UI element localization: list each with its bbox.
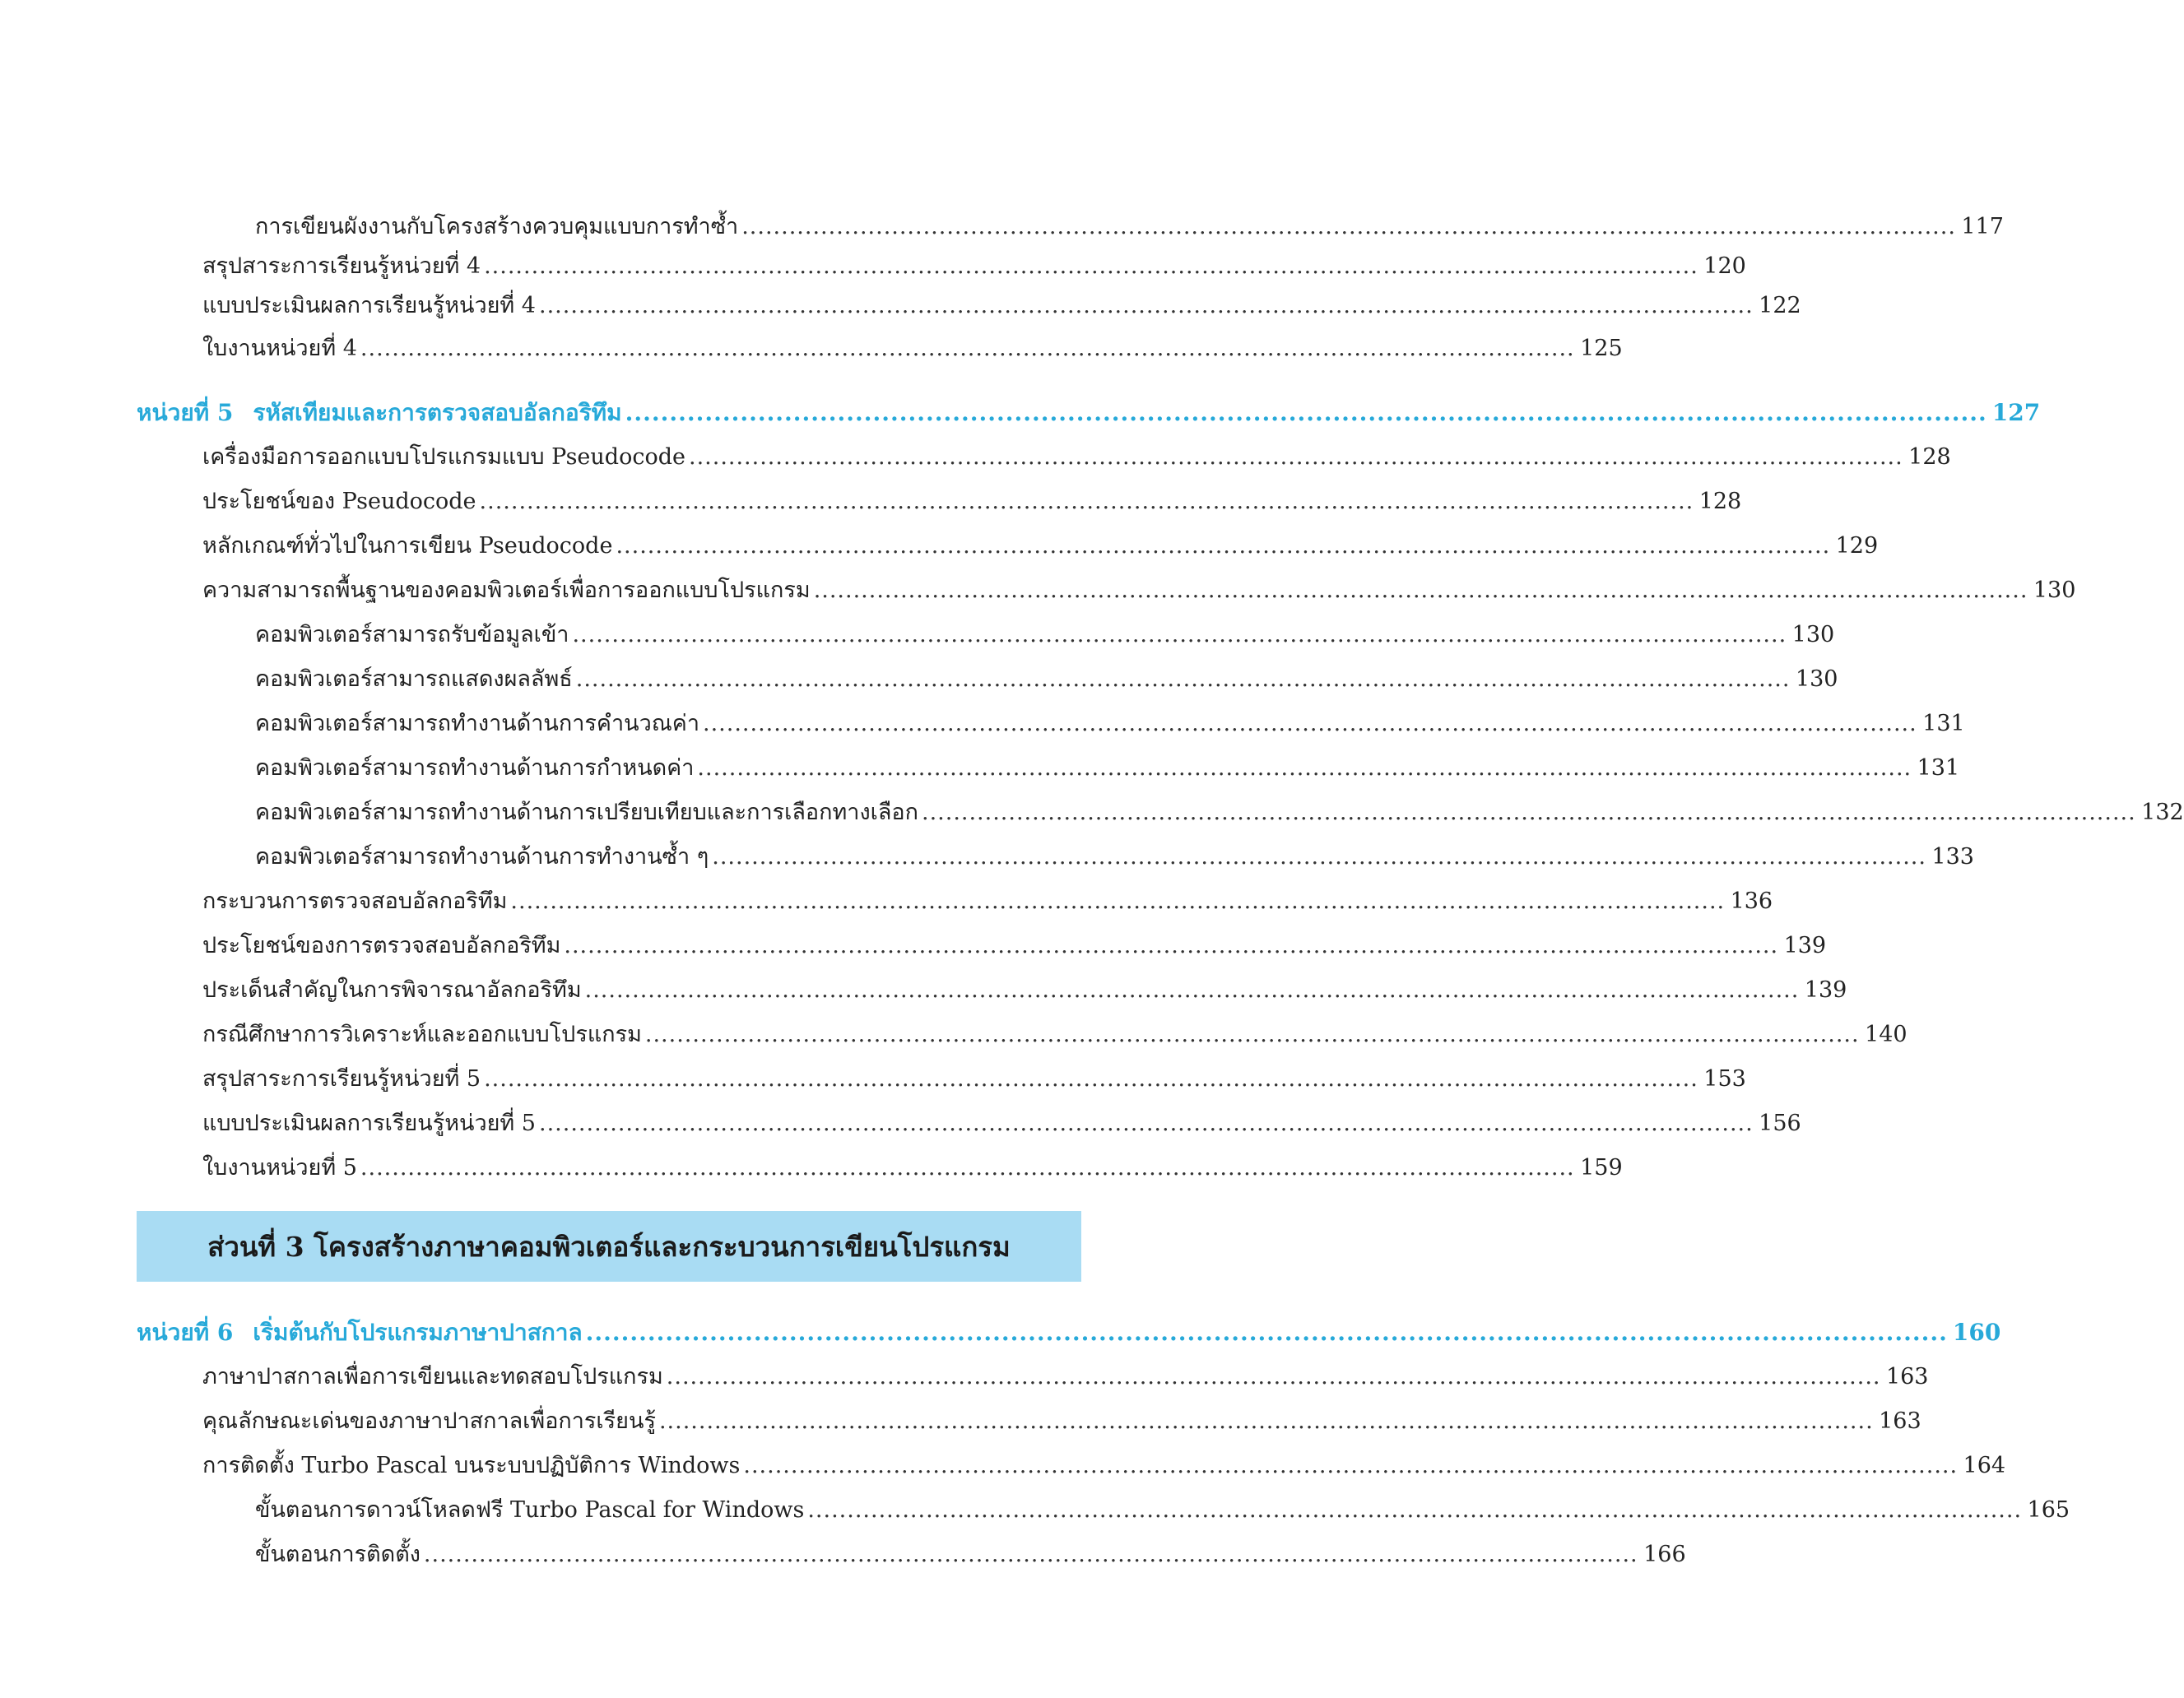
unit-page: 127 xyxy=(1991,399,2041,426)
toc-entry-page: 130 xyxy=(1791,622,1835,647)
toc-entry-label: ใบงานหน่วยที่ 5 xyxy=(202,1155,357,1181)
toc-entry-page: 130 xyxy=(2033,578,2076,603)
leader-dots: .......................................................................................................................................................... xyxy=(584,977,1800,1003)
toc-entry[interactable] xyxy=(202,1450,2006,1482)
unit-heading-6[interactable] xyxy=(137,1316,2001,1349)
toc-entry-page: 129 xyxy=(1835,533,1879,559)
leader-dots: .......................................................................................................................................................... xyxy=(712,844,1926,870)
leader-dots: .......................................................................................................................................................... xyxy=(564,933,1779,958)
leader-dots: .......................................................................................................................................................... xyxy=(360,1155,1575,1181)
toc-entry-label: คุณลักษณะเด่นของภาษาปาสกาลเพื่อการเรียนรู้ xyxy=(202,1408,656,1434)
leader-dots: .......................................................................................................................................................... xyxy=(644,1022,1860,1047)
toc-entry-page: 128 xyxy=(1698,489,1742,514)
toc-entry[interactable] xyxy=(202,332,1623,365)
leader-dots: .......................................................................................................................................................... xyxy=(625,399,1987,426)
toc-entry[interactable] xyxy=(202,885,1773,918)
toc-entry-label: แบบประเมินผลการเรียนรู้หน่วยที่ 4 xyxy=(202,293,536,318)
unit-title: รหัสเทียมและการตรวจสอบอัลกอริทึม xyxy=(253,399,622,426)
toc-entry[interactable] xyxy=(202,574,2076,607)
toc-entry[interactable] xyxy=(202,441,1951,474)
toc-entry-page: 131 xyxy=(1922,711,1965,736)
toc-entry-label: คอมพิวเตอร์สามารถรับข้อมูลเข้า xyxy=(255,622,569,647)
toc-entry-page: 140 xyxy=(1865,1022,1908,1047)
toc-entry-page: 156 xyxy=(1759,1111,1801,1136)
toc-entry-page: 159 xyxy=(1580,1155,1623,1181)
toc-entry-label: ขั้นตอนการดาวน์โหลดฟรี Turbo Pascal for Windows xyxy=(255,1497,805,1523)
leader-dots: .......................................................................................................................................................... xyxy=(743,1453,1959,1478)
part-banner xyxy=(137,1211,1081,1282)
leader-dots: .......................................................................................................................................................... xyxy=(616,533,1831,559)
toc-entry[interactable] xyxy=(255,1538,1686,1571)
toc-entry-page: 132 xyxy=(2141,800,2184,825)
leader-dots: .......................................................................................................................................................... xyxy=(658,1408,1874,1434)
toc-entry-page: 164 xyxy=(1963,1453,2006,1478)
toc-entry-page: 139 xyxy=(1804,977,1847,1003)
leader-dots: .......................................................................................................................................................... xyxy=(813,578,2028,603)
toc-entry-page: 130 xyxy=(1795,666,1838,692)
leader-dots: .......................................................................................................................................................... xyxy=(423,1542,1638,1567)
leader-dots: .......................................................................................................................................................... xyxy=(807,1497,2023,1523)
toc-entry-label: สรุปสาระการเรียนรู้หน่วยที่ 5 xyxy=(202,1066,481,1092)
toc-entry[interactable] xyxy=(202,290,1801,322)
leader-dots: .......................................................................................................................................................... xyxy=(697,755,1912,781)
unit-number: หน่วยที่ 5 xyxy=(137,399,234,426)
toc-entry-label: คอมพิวเตอร์สามารถทำงานด้านการทำงานซ้ำ ๆ xyxy=(255,844,709,870)
toc-entry-label: คอมพิวเตอร์สามารถทำงานด้านการกำหนดค่า xyxy=(255,755,695,781)
toc-entry[interactable] xyxy=(255,619,1835,652)
leader-dots: .......................................................................................................................................................... xyxy=(666,1364,1881,1389)
toc-entry[interactable] xyxy=(202,1361,1929,1394)
toc-entry[interactable] xyxy=(202,1063,1746,1096)
unit-heading-5[interactable] xyxy=(137,397,2041,429)
toc-entry-page: 165 xyxy=(2027,1497,2070,1523)
toc-entry[interactable] xyxy=(202,974,1847,1007)
leader-dots: .......................................................................................................................................................... xyxy=(741,214,1956,239)
leader-dots: .......................................................................................................................................................... xyxy=(572,622,1787,647)
leader-dots: .......................................................................................................................................................... xyxy=(575,666,1791,692)
part-title: ส่วนที่ 3 โครงสร้างภาษาคอมพิวเตอร์และกระบวนการเขียนโปรแกรม xyxy=(207,1230,1011,1263)
toc-entry-page: 166 xyxy=(1643,1542,1686,1567)
toc-entry[interactable] xyxy=(202,1018,1908,1051)
toc-entry-page: 125 xyxy=(1580,336,1623,361)
toc-entry-page: 136 xyxy=(1730,888,1773,914)
toc-entry-page: 122 xyxy=(1759,293,1801,318)
toc-entry[interactable] xyxy=(255,796,2184,829)
toc-entry-page: 163 xyxy=(1885,1364,1929,1389)
toc-entry-label: สรุปสาระการเรียนรู้หน่วยที่ 4 xyxy=(202,253,481,279)
toc-entry-page: 131 xyxy=(1917,755,1960,781)
leader-dots: .......................................................................................................................................................... xyxy=(921,800,2136,825)
toc-entry-label: ความสามารถพื้นฐานของคอมพิวเตอร์เพื่อการออกแบบโปรแกรม xyxy=(202,578,811,603)
toc-entry[interactable] xyxy=(202,930,1827,963)
toc-entry-label: ประเด็นสำคัญในการพิจารณาอัลกอริทึม xyxy=(202,977,582,1003)
toc-entry-page: 153 xyxy=(1703,1066,1746,1092)
leader-dots: .......................................................................................................................................................... xyxy=(539,1111,1754,1136)
toc-entry[interactable] xyxy=(202,485,1742,518)
toc-entry-label: กระบวนการตรวจสอบอัลกอริทึม xyxy=(202,888,508,914)
toc-entry-page: 120 xyxy=(1703,253,1746,279)
toc-entry-label: การติดตั้ง Turbo Pascal บนระบบปฏิบัติการ Windows xyxy=(202,1453,741,1478)
toc-entry[interactable] xyxy=(202,530,1879,563)
toc-entry-label: คอมพิวเตอร์สามารถทำงานด้านการเปรียบเทียบและการเลือกทางเลือก xyxy=(255,800,918,825)
toc-entry-page: 128 xyxy=(1908,444,1951,470)
toc-entry[interactable] xyxy=(255,1494,2070,1527)
leader-dots: .......................................................................................................................................................... xyxy=(585,1319,1948,1346)
leader-dots: .......................................................................................................................................................... xyxy=(539,293,1754,318)
toc-entry-label: ประโยชน์ของ Pseudocode xyxy=(202,489,476,514)
toc-entry[interactable] xyxy=(202,1107,1801,1140)
leader-dots: .......................................................................................................................................................... xyxy=(688,444,1903,470)
toc-entry-label: ใบงานหน่วยที่ 4 xyxy=(202,336,357,361)
unit-page: 160 xyxy=(1952,1319,2001,1346)
toc-entry-page: 117 xyxy=(1961,214,2004,239)
toc-entry[interactable] xyxy=(255,211,2004,244)
toc-entry[interactable] xyxy=(255,752,1960,785)
leader-dots: .......................................................................................................................................................... xyxy=(703,711,1917,736)
toc-entry-page: 163 xyxy=(1879,1408,1921,1434)
unit-number: หน่วยที่ 6 xyxy=(137,1319,234,1346)
unit-title: เริ่มต้นกับโปรแกรมภาษาปาสกาล xyxy=(253,1319,583,1346)
toc-entry-label: คอมพิวเตอร์สามารถแสดงผลลัพธ์ xyxy=(255,666,573,692)
leader-dots: .......................................................................................................................................................... xyxy=(510,888,1726,914)
toc-entry-label: ประโยชน์ของการตรวจสอบอัลกอริทึม xyxy=(202,933,561,958)
toc-entry[interactable] xyxy=(202,1152,1623,1185)
toc-entry-label: คอมพิวเตอร์สามารถทำงานด้านการคำนวณค่า xyxy=(255,711,699,736)
leader-dots: .......................................................................................................................................................... xyxy=(484,1066,1698,1092)
toc-entry[interactable] xyxy=(255,708,1965,740)
toc-entry-label: ภาษาปาสกาลเพื่อการเขียนและทดสอบโปรแกรม xyxy=(202,1364,663,1389)
toc-entry-label: แบบประเมินผลการเรียนรู้หน่วยที่ 5 xyxy=(202,1111,536,1136)
toc-entry[interactable] xyxy=(255,663,1838,696)
toc-entry-label: การเขียนผังงานกับโครงสร้างควบคุมแบบการทำซ้ำ xyxy=(255,214,739,239)
toc-entry[interactable] xyxy=(202,250,1746,283)
toc-entry-label: หลักเกณฑ์ทั่วไปในการเขียน Pseudocode xyxy=(202,533,613,559)
toc-entry[interactable] xyxy=(255,841,1974,874)
leader-dots: .......................................................................................................................................................... xyxy=(360,336,1575,361)
toc-entry-label: เครื่องมือการออกแบบโปรแกรมแบบ Pseudocode xyxy=(202,444,685,470)
toc-entry[interactable] xyxy=(202,1405,1921,1438)
leader-dots: .......................................................................................................................................................... xyxy=(479,489,1694,514)
toc-entry-label: กรณีศึกษาการวิเคราะห์และออกแบบโปรแกรม xyxy=(202,1022,642,1047)
leader-dots: .......................................................................................................................................................... xyxy=(484,253,1698,279)
toc-entry-page: 139 xyxy=(1783,933,1827,958)
toc-entry-page: 133 xyxy=(1931,844,1974,870)
toc-entry-label: ขั้นตอนการติดตั้ง xyxy=(255,1542,421,1567)
